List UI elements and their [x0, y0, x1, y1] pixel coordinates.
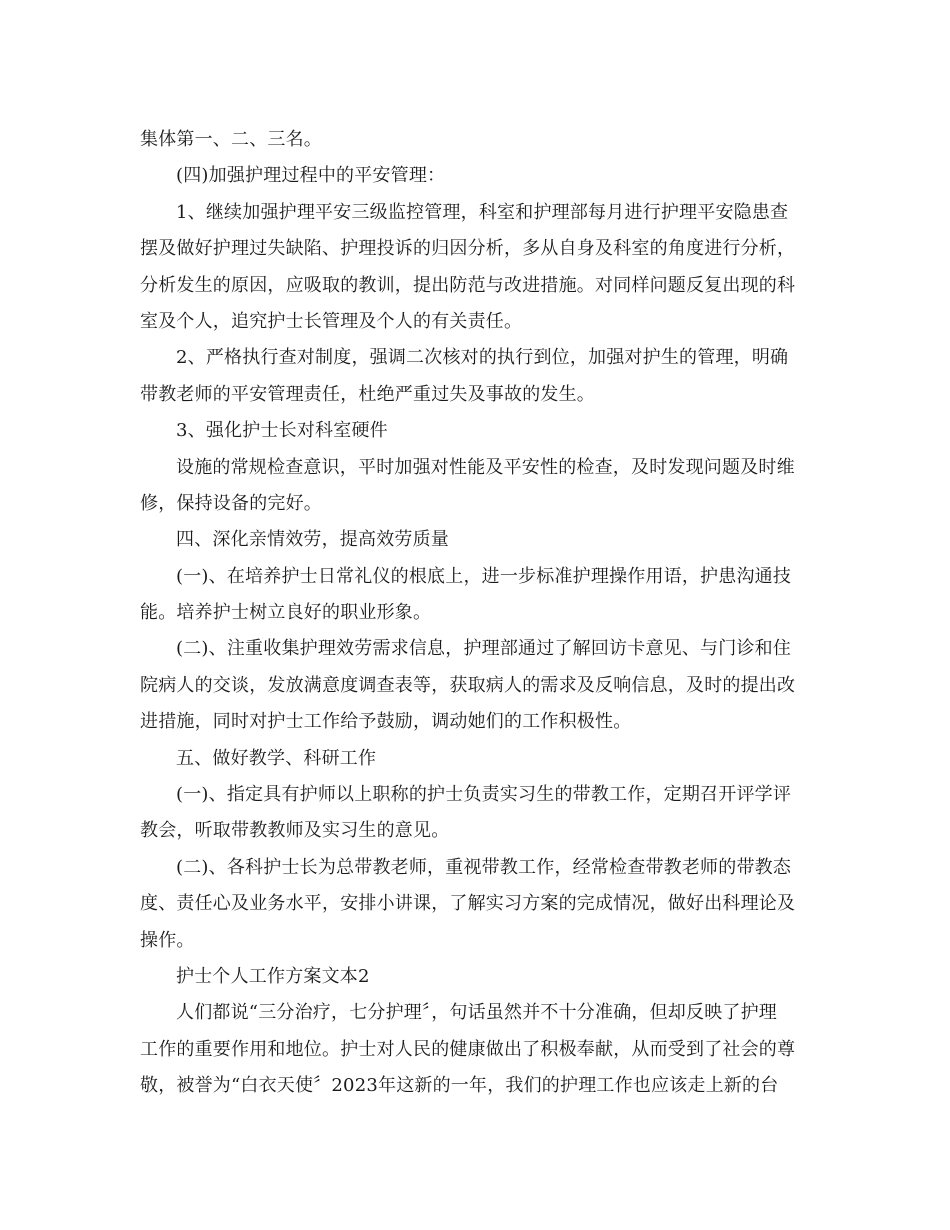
text-line: 1、继续加强护理平安三级监控管理，科室和护理部每月进行护理平安隐患查: [176, 201, 789, 223]
text-line: (一)、在培养护士日常礼仪的根底上，进一步标准护理操作用语，护患沟通技: [176, 565, 792, 587]
text-line: 进措施，同时对护士工作给予鼓励，调动她们的工作积极性。: [140, 711, 632, 733]
text-line: (一)、指定具有护师以上职称的护士负责实习生的带教工作，定期召开评学评: [176, 784, 792, 806]
text-line: (二)、注重收集护理效劳需求信息，护理部通过了解回访卡意见、与门诊和住: [176, 638, 792, 660]
text-line: 设施的常规检查意识，平时加强对性能及平安性的检查，及时发现问题及时维: [176, 456, 795, 478]
text-line: 操作。: [140, 929, 195, 951]
text-line: 人们都说“三分治疗，七分护理〞，句话虽然并不十分准确，但却反映了护理: [176, 1002, 777, 1024]
text-line: 工作的重要作用和地位。护士对人民的健康做出了积极奉献，从而受到了社会的尊: [140, 1038, 796, 1060]
text-line: 带教老师的平安管理责任，杜绝严重过失及事故的发生。: [140, 383, 595, 405]
text-line: 2、严格执行查对制度，强调二次核对的执行到位，加强对护生的管理，明确: [176, 347, 789, 369]
text-line: 五、做好教学、科研工作: [176, 747, 377, 769]
text-line: 3、强化护士长对科室硬件: [176, 420, 388, 442]
text-line: 院病人的交谈，发放满意度调查表等，获取病人的需求及反响信息，及时的提出改: [140, 674, 796, 696]
text-line: 教会，听取带教教师及实习生的意见。: [140, 820, 450, 842]
text-line: 度、责任心及业务水平，安排小讲课，了解实习方案的完成情况，做好出科理论及: [140, 893, 796, 915]
text-line: (二)、各科护士长为总带教老师，重视带教工作，经常检查带教老师的带教态: [176, 856, 792, 878]
document-body: [140, 122, 812, 1105]
text-line: 敬，被誉为“白衣天使〞2023年这新的一年，我们的护理工作也应该走上新的台: [140, 1075, 779, 1097]
text-line: 修，保持设备的完好。: [140, 492, 322, 514]
text-line: 摆及做好护理过失缺陷、护理投诉的归因分析，多从自身及科室的角度进行分析，: [140, 238, 796, 260]
text-line: 室及个人，追究护士长管理及个人的有关责任。: [140, 310, 523, 332]
text-line: 四、深化亲情效劳，提高效劳质量: [176, 529, 449, 551]
text-line: 能。培养护士树立良好的职业形象。: [140, 602, 432, 624]
text-line: 护士个人工作方案文本2: [176, 965, 370, 987]
text-line: 分析发生的原因，应吸取的教训，提出防范与改进措施。对同样问题反复出现的科: [140, 274, 796, 296]
text-line: (四)加强护理过程中的平安管理：: [176, 165, 446, 187]
text-line: 集体第一、二、三名。: [140, 129, 322, 150]
